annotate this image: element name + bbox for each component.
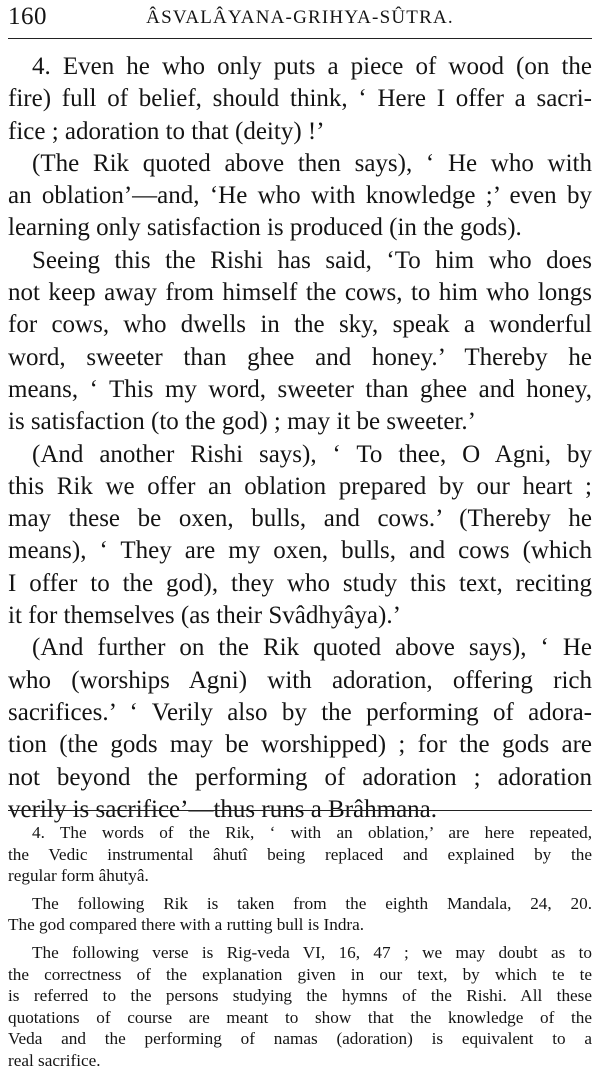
header-rule	[8, 38, 592, 39]
text-line: Seeing this the Rishi has said, ‘To him who does	[32, 246, 592, 274]
text-line: fice ; adoration to that (deity) !’	[8, 117, 325, 145]
footnote-line: quotations of course are meant to show that the knowledge of the	[8, 1007, 592, 1027]
footnote-line: The following Rik is taken from the eighth Mandala, 24, 20.	[32, 893, 592, 913]
footnote-rule	[8, 810, 592, 811]
page-header	[8, 2, 592, 36]
text-line: verily is sacrifice’—thus runs a Brâhmana.	[8, 795, 438, 823]
text-line: 4. Even he who only puts a piece of wood (on the	[32, 53, 592, 80]
main-text	[8, 51, 592, 826]
text-line: for cows, who dwells in the sky, speak a wonderful	[8, 311, 592, 339]
text-line: this Rik we offer an oblation prepared by our heart ;	[8, 472, 592, 500]
footnote-line: Veda and the performing of namas (adoration) is equivalent to a	[8, 1029, 592, 1049]
footnote-line: The god compared there with a rutting bull is Indra.	[8, 915, 365, 935]
text-line: (The Rik quoted above then says), ‘ He who with	[32, 149, 592, 177]
text-line: it for themselves (as their Svâdhyâya).’	[8, 602, 401, 630]
footnote-line: 4. The words of the Rik, ‘ with an oblation,’ are here repeated,	[32, 823, 592, 842]
text-line: I offer to the god), they who study this text, reciting	[8, 569, 592, 597]
text-line: means), ‘ They are my oxen, bulls, and cows (which	[8, 537, 592, 565]
running-title: ÂSVALÂYANA-GRIHYA-SÛTRA.	[146, 7, 454, 28]
footnotes	[8, 822, 592, 1072]
text-line: fire) full of belief, should think, ‘ Here I offer a sacri-	[8, 85, 592, 113]
text-line: tion (the gods may be worshipped) ; for the gods are	[8, 731, 592, 759]
text-line: (And further on the Rik quoted above says), ‘ He	[32, 634, 592, 662]
text-line: may these be oxen, bulls, and cows.’ (Thereby he	[8, 505, 592, 533]
text-line: learning only satisfaction is produced (in the gods).	[8, 214, 522, 242]
text-line: is satisfaction (to the god) ; may it be sweeter.’	[8, 408, 476, 436]
text-line: an oblation’—and, ‘He who with knowledge ;’ even by	[8, 182, 592, 210]
text-line: word, sweeter than ghee and honey.’ Thereby he	[8, 343, 592, 371]
text-line: not keep away from himself the cows, to him who longs	[8, 279, 592, 307]
footnote-line: the correctness of the explanation given in our text, by which te te	[8, 964, 592, 984]
page-number: 160	[8, 3, 47, 30]
text-line: not beyond the performing of adoration ; adoration	[8, 763, 592, 791]
text-line: means, ‘ This my word, sweeter than ghee and honey,	[8, 375, 592, 403]
text-line: (And another Rishi says), ‘ To thee, O Agni, by	[32, 440, 592, 468]
text-line: sacrifices.’ ‘ Verily also by the performing of adora-	[8, 698, 592, 726]
footnote-line: the Vedic instrumental âhutî being replaced and explained by the	[8, 844, 592, 864]
text-line: who (worships Agni) with adoration, offering rich	[8, 666, 592, 694]
footnote-line: real sacrifice.	[8, 1050, 101, 1070]
footnote-line: The following verse is Rig-veda VI, 16, 47 ; we may doubt as to	[32, 942, 592, 962]
footnote-line: regular form âhutyâ.	[8, 866, 149, 886]
footnote-line: is referred to the persons studying the hymns of the Rishi. All these	[8, 986, 592, 1006]
